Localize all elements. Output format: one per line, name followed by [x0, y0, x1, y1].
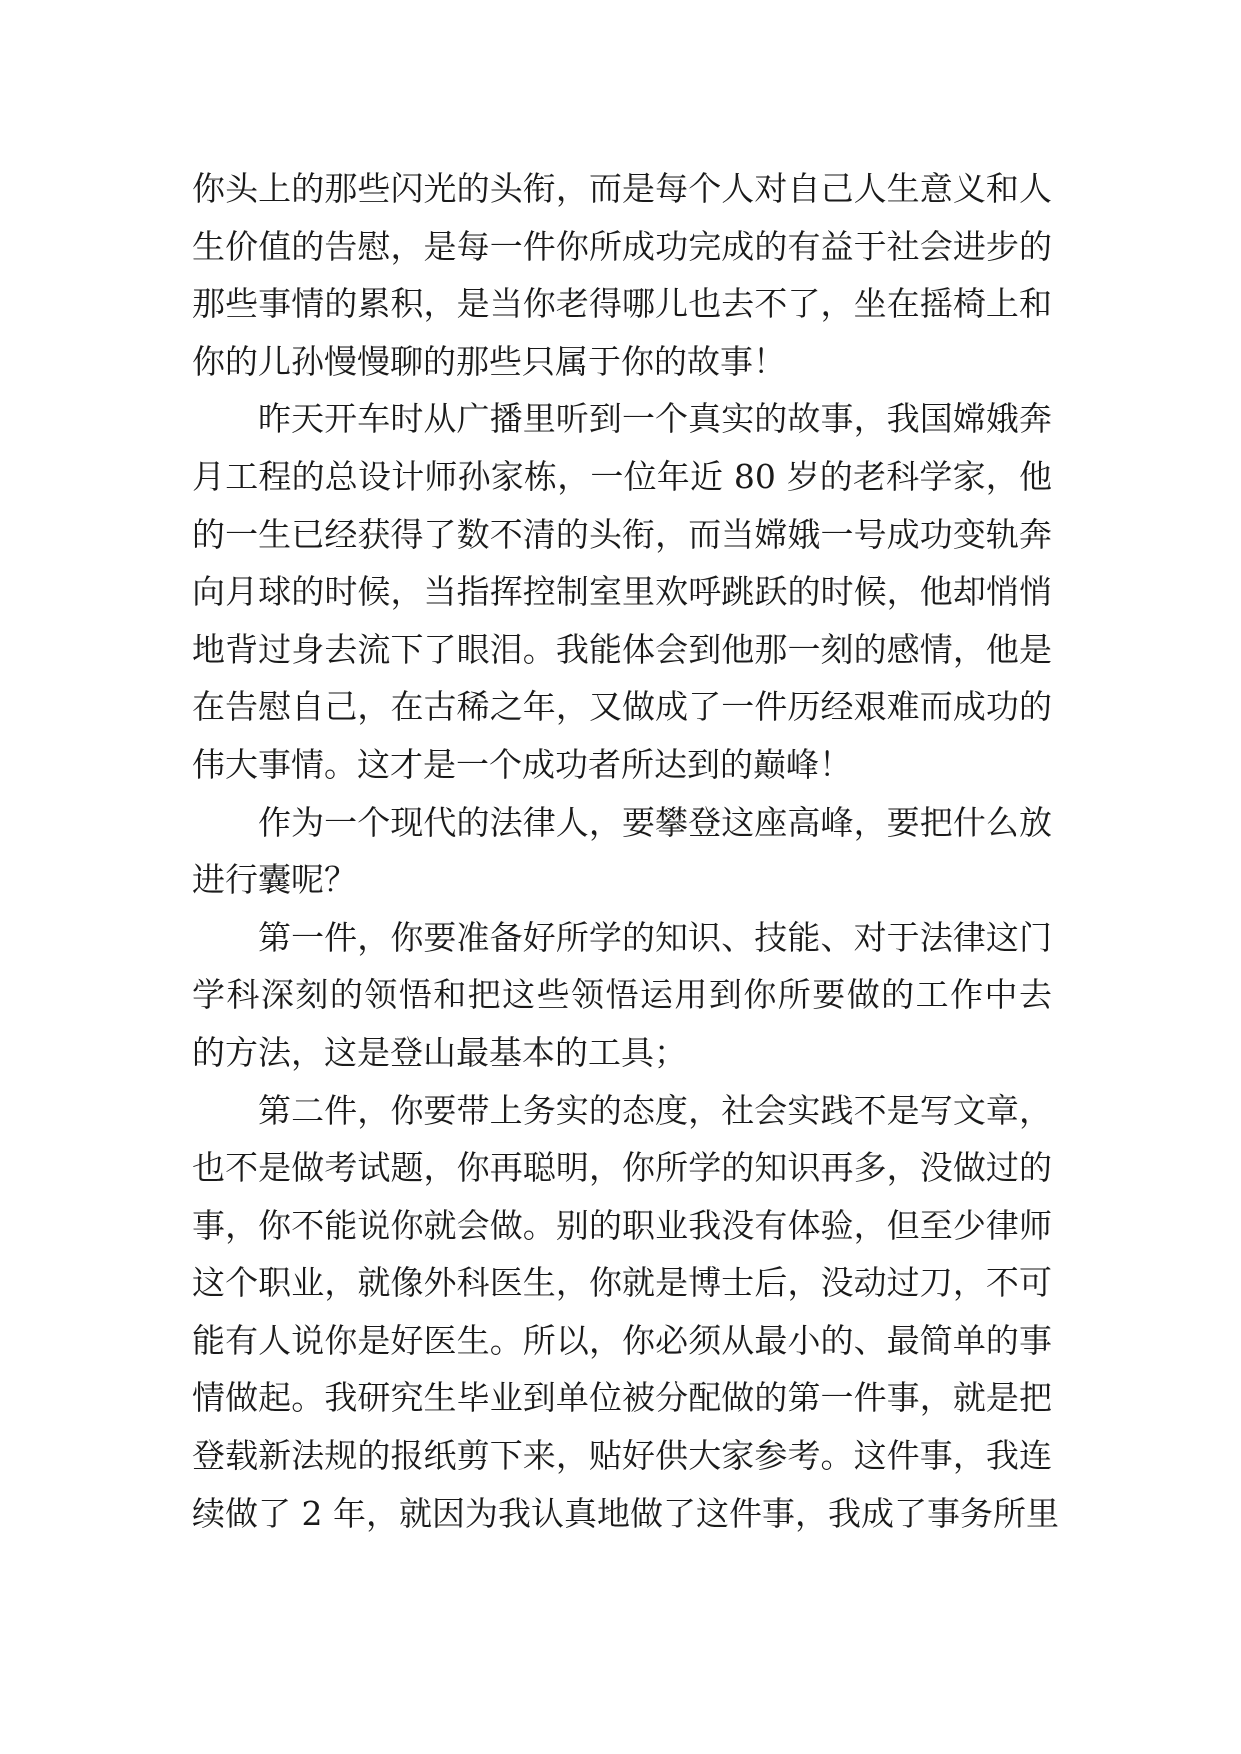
text-line: 学科深刻的领悟和把这些领悟运用到你所要做的工作中去 — [192, 975, 1052, 1015]
text-line: 在告慰自己，在古稀之年，又做成了一件历经艰难而成功的 — [192, 687, 1052, 727]
text-line: 昨天开车时从广播里听到一个真实的故事，我国嫦娥奔 — [258, 399, 1052, 439]
text-line: 这个职业，就像外科医生，你就是博士后，没动过刀，不可 — [192, 1263, 1052, 1303]
text-line: 事，你不能说你就会做。别的职业我没有体验，但至少律师 — [192, 1205, 1052, 1245]
text-line: 情做起。我研究生毕业到单位被分配做的第一件事，就是把 — [192, 1378, 1052, 1418]
text-line: 续做了 2 年，就因为我认真地做了这件事，我成了事务所里 — [192, 1493, 1059, 1533]
document-body — [192, 160, 1059, 1542]
text-line: 第二件，你要带上务实的态度，社会实践不是写文章， — [258, 1090, 1052, 1130]
text-line: 进行囊呢？ — [192, 860, 357, 900]
text-line: 第一件，你要准备好所学的知识、技能、对于法律这门 — [258, 917, 1052, 957]
text-line: 作为一个现代的法律人，要攀登这座高峰，要把什么放 — [258, 802, 1052, 842]
text-line: 地背过身去流下了眼泪。我能体会到他那一刻的感情，他是 — [192, 629, 1052, 669]
text-line: 向月球的时候，当指挥控制室里欢呼跳跃的时候，他却悄悄 — [192, 572, 1052, 612]
text-line: 月工程的总设计师孙家栋，一位年近 80 岁的老科学家，他 — [192, 456, 1052, 496]
text-line: 生价值的告慰，是每一件你所成功完成的有益于社会进步的 — [192, 226, 1052, 266]
text-line: 你的儿孙慢慢聊的那些只属于你的故事！ — [192, 341, 786, 381]
text-line: 的一生已经获得了数不清的头衔，而当嫦娥一号成功变轨奔 — [192, 514, 1052, 554]
text-line: 伟大事情。这才是一个成功者所达到的巅峰！ — [192, 744, 852, 784]
text-line: 登载新法规的报纸剪下来，贴好供大家参考。这件事，我连 — [192, 1436, 1052, 1476]
text-line: 那些事情的累积，是当你老得哪儿也去不了，坐在摇椅上和 — [192, 284, 1052, 324]
text-line: 也不是做考试题，你再聪明，你所学的知识再多，没做过的 — [192, 1148, 1052, 1188]
text-line: 能有人说你是好医生。所以，你必须从最小的、最简单的事 — [192, 1320, 1052, 1360]
text-line: 你头上的那些闪光的头衔，而是每个人对自己人生意义和人 — [192, 169, 1052, 208]
text-line: 的方法，这是登山最基本的工具； — [192, 1032, 687, 1072]
